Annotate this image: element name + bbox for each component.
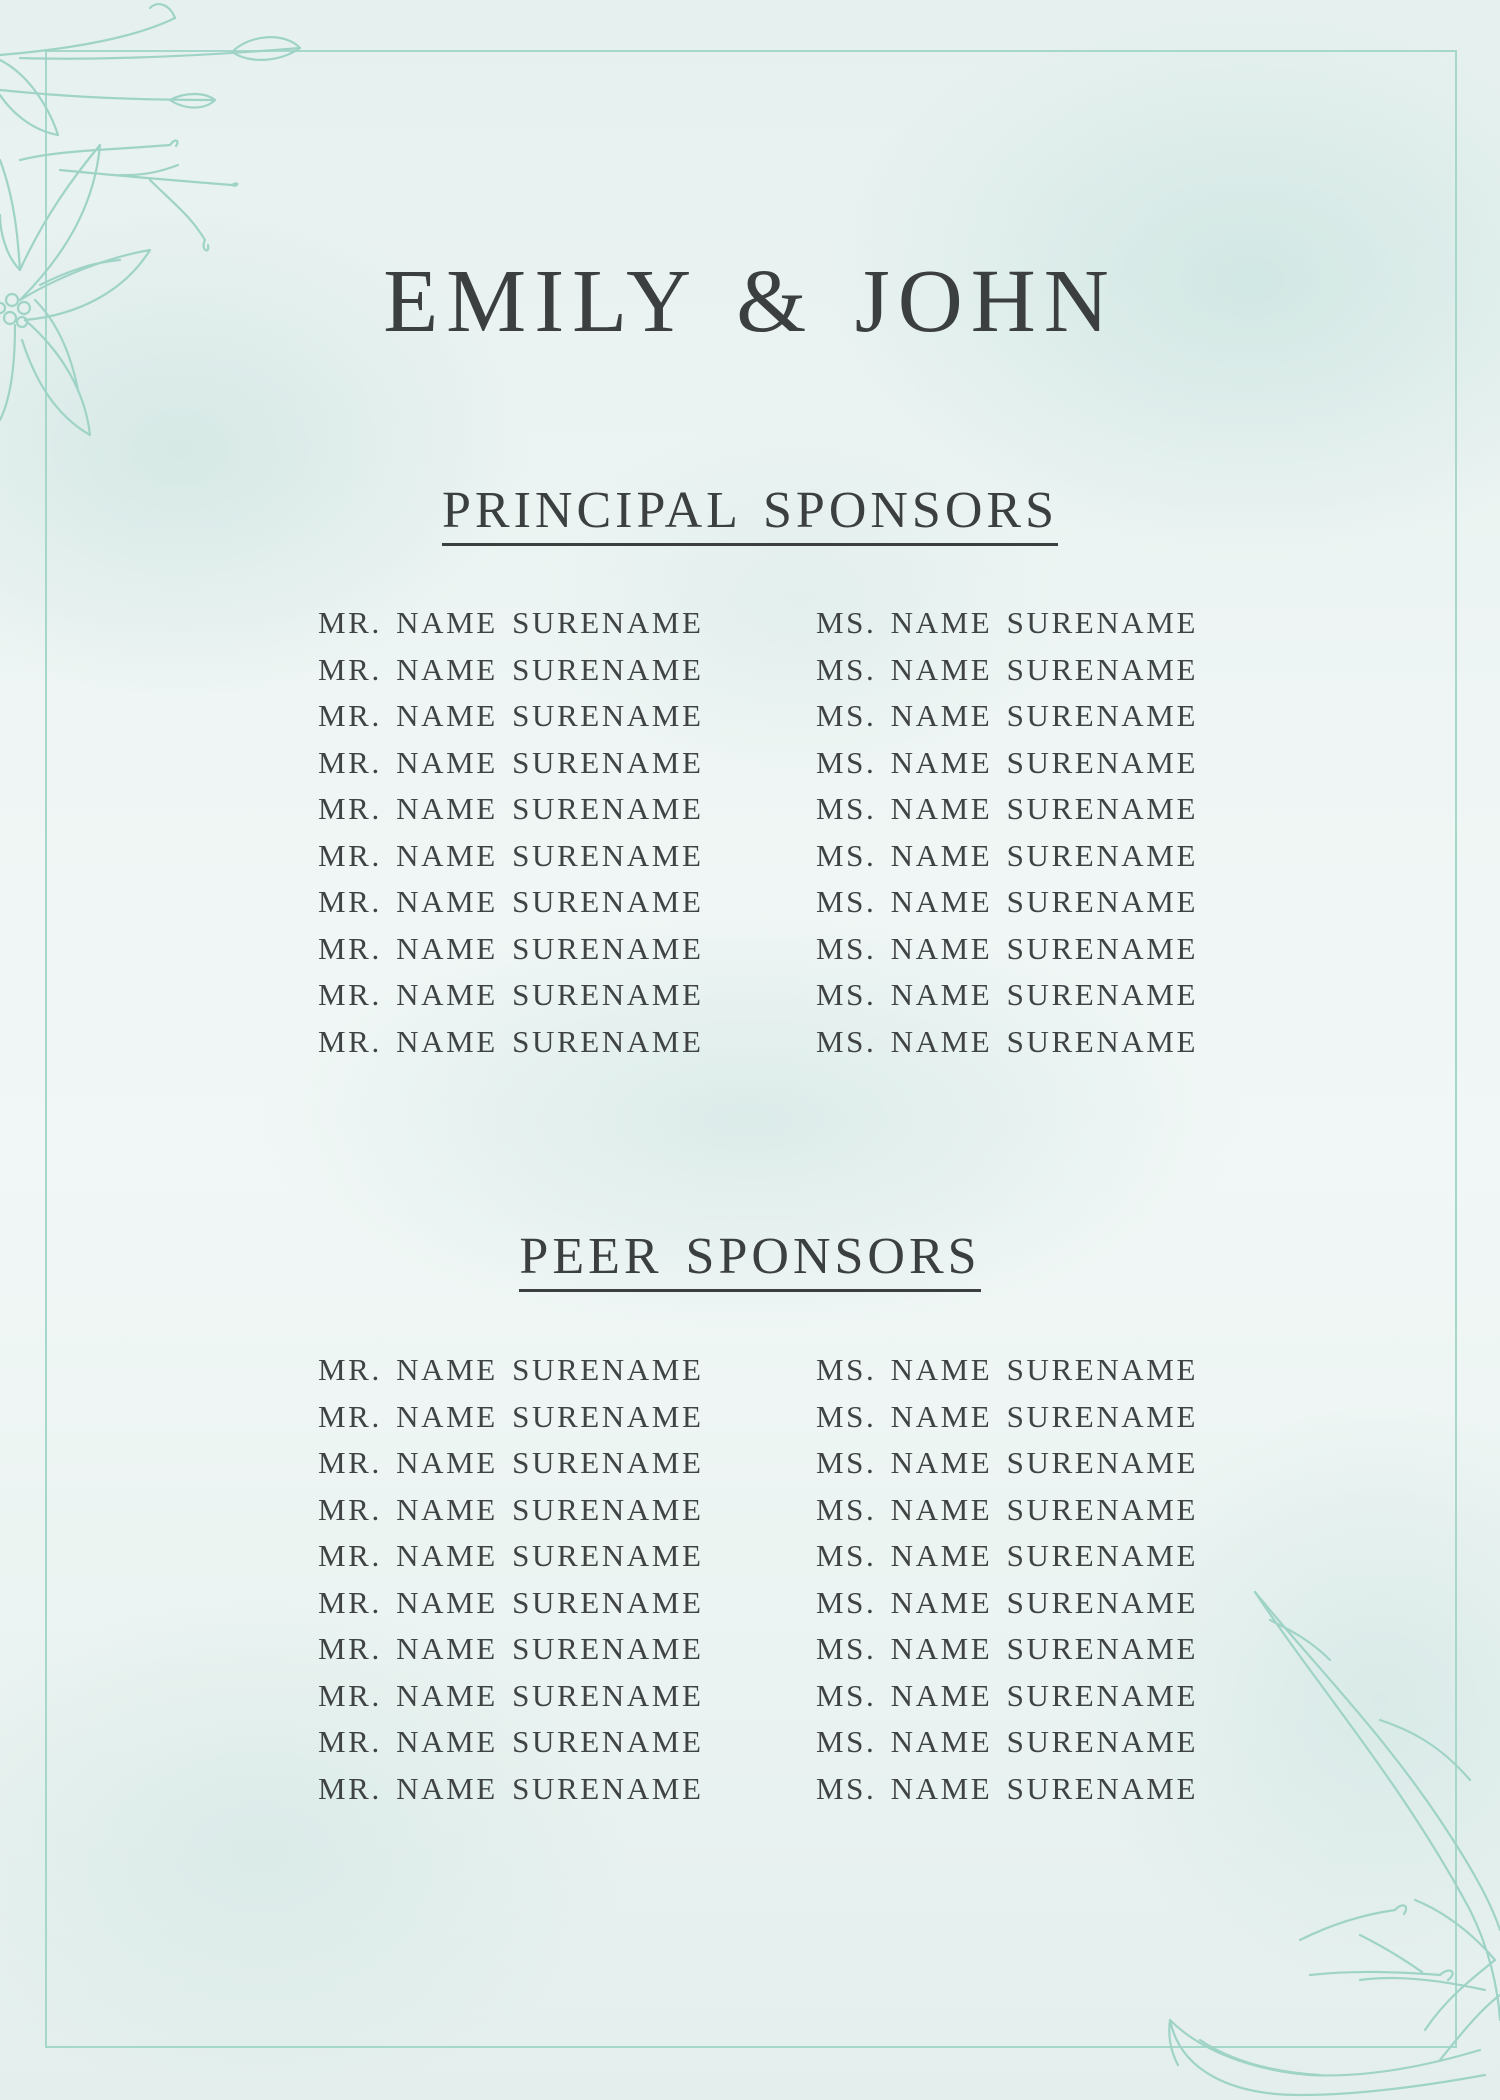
sponsor-name: MR. NAME SURENAME xyxy=(318,1445,704,1480)
sponsor-name: MR. NAME SURENAME xyxy=(318,744,704,780)
sponsor-name: MS. NAME SURENAME xyxy=(815,1491,1198,1527)
sponsor-name: MR. NAME SURENAME xyxy=(318,698,704,733)
sponsor-name: MS. NAME SURENAME xyxy=(815,930,1198,966)
couple-names-title: EMILY & JOHN xyxy=(383,252,1117,351)
sponsor-name: MS. NAME SURENAME xyxy=(815,651,1198,687)
principal-sponsors-list xyxy=(318,600,1198,1065)
sponsor-name: MS. NAME SURENAME xyxy=(815,1584,1198,1620)
principal-sponsors-heading xyxy=(0,484,1500,546)
sponsor-name: MR. NAME SURENAME xyxy=(318,651,704,687)
sponsor-name: MR. NAME SURENAME xyxy=(318,977,704,1012)
sponsor-name: MS. NAME SURENAME xyxy=(815,605,1198,640)
sponsor-name: MR. NAME SURENAME xyxy=(318,1631,704,1666)
sponsor-name: MS. NAME SURENAME xyxy=(815,698,1198,733)
sponsor-name: MS. NAME SURENAME xyxy=(815,837,1198,873)
sponsor-name: MR. NAME SURENAME xyxy=(318,1584,704,1620)
peer-sponsors-heading xyxy=(0,1230,1500,1292)
sponsor-name: MR. NAME SURENAME xyxy=(318,1023,704,1059)
sponsor-name: MR. NAME SURENAME xyxy=(318,791,704,826)
sponsor-name: MS. NAME SURENAME xyxy=(815,1445,1198,1480)
peer-sponsors-list xyxy=(318,1347,1198,1812)
sponsor-name: MR. NAME SURENAME xyxy=(318,1491,704,1527)
sponsor-name: MR. NAME SURENAME xyxy=(318,1538,704,1573)
sponsor-name: MR. NAME SURENAME xyxy=(318,930,704,966)
peer-ms-column xyxy=(816,1347,1198,1812)
peer-sponsors-heading-text: PEER SPONSORS xyxy=(519,1230,980,1292)
sponsor-name: MS. NAME SURENAME xyxy=(815,791,1198,826)
sponsor-name: MR. NAME SURENAME xyxy=(318,605,704,640)
sponsor-name: MS. NAME SURENAME xyxy=(815,1352,1198,1387)
sponsor-name: MS. NAME SURENAME xyxy=(815,744,1198,780)
sponsor-name: MR. NAME SURENAME xyxy=(318,1352,704,1387)
sponsor-name: MR. NAME SURENAME xyxy=(318,1398,704,1434)
peer-mr-column xyxy=(318,1347,703,1812)
principal-ms-column xyxy=(816,600,1198,1065)
sponsor-name: MS. NAME SURENAME xyxy=(815,1770,1198,1806)
sponsor-name: MS. NAME SURENAME xyxy=(815,1724,1198,1759)
sponsor-name: MS. NAME SURENAME xyxy=(815,1398,1198,1434)
sponsor-name: MS. NAME SURENAME xyxy=(815,977,1198,1012)
sponsor-name: MR. NAME SURENAME xyxy=(318,1770,704,1806)
principal-sponsors-heading-text: PRINCIPAL SPONSORS xyxy=(442,484,1058,546)
sponsor-name: MR. NAME SURENAME xyxy=(318,1677,704,1713)
sponsor-name: MS. NAME SURENAME xyxy=(815,1677,1198,1713)
sponsor-name: MS. NAME SURENAME xyxy=(815,1023,1198,1059)
sponsor-name: MS. NAME SURENAME xyxy=(815,1631,1198,1666)
sponsor-name: MS. NAME SURENAME xyxy=(815,1538,1198,1573)
sponsor-name: MR. NAME SURENAME xyxy=(318,837,704,873)
sponsor-name: MS. NAME SURENAME xyxy=(815,884,1198,919)
sponsor-name: MR. NAME SURENAME xyxy=(318,884,704,919)
principal-mr-column xyxy=(318,600,703,1065)
sponsor-name: MR. NAME SURENAME xyxy=(318,1724,704,1759)
